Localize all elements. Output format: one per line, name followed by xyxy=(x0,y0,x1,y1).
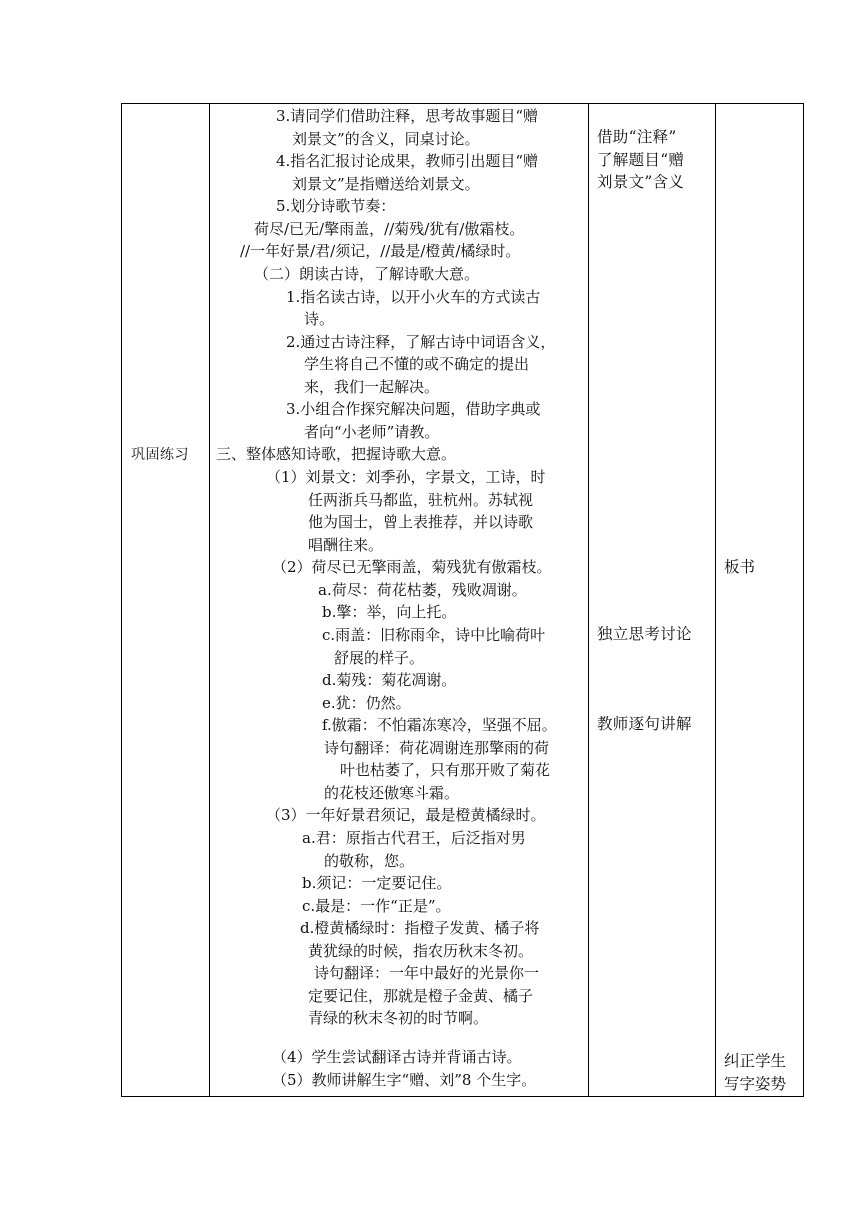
content-line: 定要记住，那就是橙子金黄、橘子 xyxy=(308,987,534,1005)
content-line: 黄犹绿的时候，指农历秋末冬初。 xyxy=(308,942,534,960)
content-line: 5.划分诗歌节奏： xyxy=(276,197,396,215)
content-line: 诗。 xyxy=(304,310,335,328)
content-line: 刘景文”的含义，同桌讨论。 xyxy=(292,130,480,148)
content-line: 的花枝还傲寒斗霜。 xyxy=(324,784,460,802)
activity-line: 独立思考讨论 xyxy=(597,625,692,643)
content-line: 他为国士，曾上表推荐，并以诗歌 xyxy=(308,513,534,531)
content-line: 的敬称，您。 xyxy=(324,852,415,870)
note-line: 写字姿势 xyxy=(724,1075,787,1093)
activity-cell xyxy=(589,104,716,1096)
content-line: 舒展的样子。 xyxy=(334,649,425,667)
note-cell xyxy=(716,104,803,1096)
content-line: 叶也枯萎了，只有那开败了菊花 xyxy=(340,761,551,779)
content-line: b.擎：举，向上托。 xyxy=(322,603,457,621)
content-line: （5）教师讲解生字“赠、刘”8 个生字。 xyxy=(272,1071,537,1089)
content-line: //一年好景/君/须记，//最是/橙黄/橘绿时。 xyxy=(240,242,521,260)
lesson-table xyxy=(121,103,804,1097)
content-line: 诗句翻译：荷花凋谢连那擎雨的荷 xyxy=(324,739,550,757)
content-line: 学生将自己不懂的或不确定的提出 xyxy=(304,355,530,373)
content-line: b.须记：一定要记住。 xyxy=(302,874,452,892)
content-cell xyxy=(210,104,589,1096)
content-line: 1.指名读古诗，以开小火车的方式读古 xyxy=(286,288,541,306)
content-line: 诗句翻译：一年中最好的光景你一 xyxy=(314,964,540,982)
content-line: d.菊残：菊花凋谢。 xyxy=(322,671,457,689)
activity-line: 刘景文”含义 xyxy=(597,173,685,191)
content-line: 任两浙兵马都监，驻杭州。苏轼视 xyxy=(308,491,534,509)
content-line: （3）一年好景君须记，最是橙黄橘绿时。 xyxy=(266,806,546,824)
content-line: e.犹：仍然。 xyxy=(322,694,411,712)
content-line: 来，我们一起解决。 xyxy=(304,378,440,396)
content-line: c.最是：一作“正是”。 xyxy=(302,897,451,915)
activity-line: 教师逐句讲解 xyxy=(597,715,692,733)
note-line: 板书 xyxy=(724,558,756,576)
content-line: a.荷尽：荷花枯萎，残败凋谢。 xyxy=(318,581,527,599)
content-line: 青绿的秋末冬初的时节啊。 xyxy=(308,1009,489,1027)
content-line: 3.小组合作探究解决问题，借助字典或 xyxy=(286,400,541,418)
content-line: 3.请同学们借助注释，思考故事题目“赠 xyxy=(276,107,538,125)
content-line: 2.通过古诗注释，了解古诗中词语含义， xyxy=(286,333,556,351)
content-line: （4）学生尝试翻译古诗并背诵古诗。 xyxy=(272,1048,522,1066)
content-line: （1）刘景文：刘季孙，字景文，工诗，时 xyxy=(266,468,546,486)
activity-line: 了解题目“赠 xyxy=(597,151,685,169)
content-line: 荷尽/已无/擎雨盖，//菊残/犹有/傲霜枝。 xyxy=(254,220,525,238)
content-line: a.君：原指古代君王，后泛指对男 xyxy=(302,829,526,847)
content-line: 唱酬往来。 xyxy=(308,536,384,554)
content-line: 刘景文”是指赠送给刘景文。 xyxy=(292,175,480,193)
row-label-cell xyxy=(122,104,210,1096)
content-line: 4.指名汇报讨论成果，教师引出题目“赠 xyxy=(276,152,538,170)
content-line: （二）朗读古诗，了解诗歌大意。 xyxy=(254,265,480,283)
content-line: （2）荷尽已无擎雨盖，菊残犹有傲霜枝。 xyxy=(272,558,552,576)
content-line: f.傲霜：不怕霜冻寒冷，坚强不屈。 xyxy=(322,716,557,734)
activity-line: 借助“注释” xyxy=(597,128,677,146)
content-line: 三、整体感知诗歌，把握诗歌大意。 xyxy=(216,445,457,463)
note-line: 纠正学生 xyxy=(724,1052,787,1070)
content-line: c.雨盖：旧称雨伞，诗中比喻荷叶 xyxy=(322,626,546,644)
content-line: 者向“小老师”请教。 xyxy=(304,423,440,441)
content-line: d.橙黄橘绿时：指橙子发黄、橘子将 xyxy=(300,919,540,937)
row-label: 巩固练习 xyxy=(131,447,189,463)
